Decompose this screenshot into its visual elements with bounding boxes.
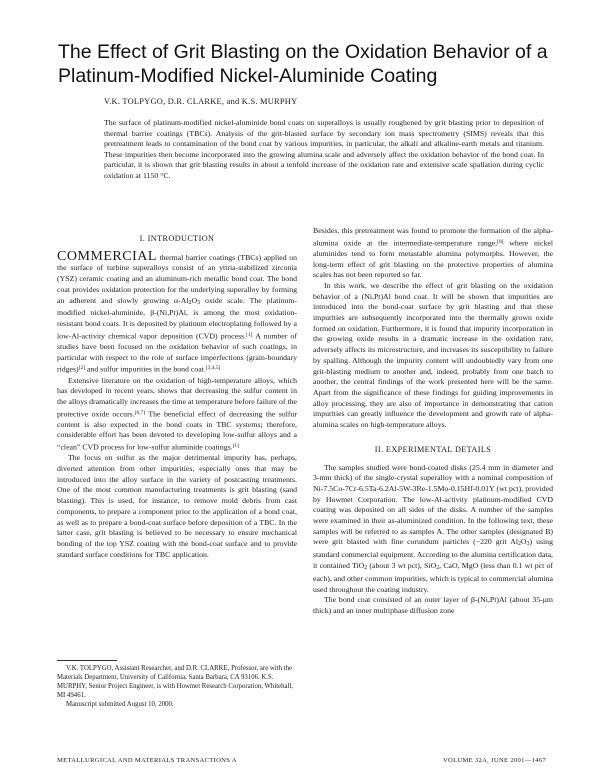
footnote-divider <box>57 660 117 661</box>
submission-date: Manuscript submitted August 10, 2000. <box>66 701 174 708</box>
right-column <box>313 226 553 732</box>
running-footer <box>57 757 546 769</box>
drop-cap-word: COMMERCIAL <box>57 248 157 264</box>
abstract: The surface of platinum-modified nickel-aluminide bond coats on superalloys is usually roughened by grit blasting prior to deposition of thermal barrier coatings (TBCs). Analysis of the grit-blasted surface by secondary ion mass spectrometry (SIMS) reveals that this pretreatment leads to contamination of the bond coat by various impurities, in particular, the alkali and alkaline-earth metals and titanium. These impurities then become incorporated into the growing alumina scale and adversely affect the oxidation behavior of the bond coat. In particular, it is shown that grit blasting results in about a tenfold increase of the oxidation rate and extensive scale spallation during cyclic oxidation at 1150 °C. <box>104 118 544 180</box>
volume-page: VOLUME 32A, JUNE 2001—1467 <box>442 757 546 764</box>
paper-title: The Effect of Grit Blasting on the Oxidation Behavior of a Platinum-Modified Nickel-Aluminide Coating <box>58 41 548 87</box>
citation-ref: [1] <box>232 443 239 450</box>
experimental-paragraph-2: The bond coat consisted of an outer layer of β-(Ni,Pt)Al (about 35-μm thick) and an inner multiphase diffusion zone <box>313 595 553 615</box>
experimental-paragraph-1: The samples studied were bond-coated disks (25.4 mm in diameter and 3-mm thick) of the single-crystal superalloy with a nominal composition of Ni-7.5Co-7Cr-6.5Ta-6.2Al-5W-3Re-1.5Mo-0.15Hf-0.01Y (wt pct), provided by Howmet Corporation. The low-Al-activity platinum-modified CVD coating was deposited on all sides of the disks. A number of the samples were examined in their as-aluminized condition. In the following text, these samples will be referred to as samples A. The other samples (designated B) were grit blasted with fine corundum particles (−220 grit $Al_2O_3$) using standard commercial equipment. According to the alumina certification data, it contained TiO$_2$ (about 3 wt pct), SiO$_2$, CaO, MgO (less than 0.1 wt pct of each), and other common impurities, which is typical to commercial alumina used throughout the coating industry. <box>313 462 553 594</box>
intro-paragraph-3: The focus on sulfur as the major detrimental impurity has, perhaps, diverted attention from other impurities, especially ones that may be introduced into the alloy surface in the variety of postcasting treatments. One of the most common manufacturing treatments is grit blasting (sand blasting). This is used, for instance, to remove mold debris from cast components, to prepare a component prior to the application of a bond coat, as well as to prepare a bond-coat surface before deposition of a TBC. In the latter case, grit blasting is believed to be necessary to ensure mechanical bonding of the top YSZ coating with the bond-coat surface and to provide standard surface conditions for TBC application. <box>57 453 297 559</box>
intro-paragraph-2: Extensive literature on the oxidation of high-temperature alloys, which has developed in recent years, shows that decreasing the sulfur content in the alloys dramatically increases the time at temperature before failure of the protective oxide occurs.[6,7] The beneficial effect of decreasing the sulfur content is also expected in the bond coats in TBC systems; therefore, considerable effort has been devoted to developing low-sulfur alloys and a “clean” CVD process for low-sulfur aluminide coatings.[1] <box>57 375 297 452</box>
section-heading-introduction: I. INTRODUCTION <box>139 234 215 243</box>
intro-paragraph-5: In this work, we describe the effect of grit blasting on the oxidation behavior of a (Ni,Pt)Al bond coat. It will be shown that impurities are introduced into the bond-coat surface by grit blasting and that these impurities are subsequently incorporated into the thermally grown oxide formed on oxidation. Furthermore, it is found that impurity incorporation in the growing oxide results in a dramatic increase in the oxidation rate, adversely affects its microstructure, and increases its susceptibility to failure by spalling. Although the impurity content will undoubtedly vary from one grit-blasting medium to another and, indeed, probably from one batch to another, the central findings of the work presented here will be the same. Apart from the significance of these findings for guiding improvements in alloy processing, they are also of importance in demonstrating that cation impurities can greatly influence the development and growth rate of alpha-alumina scales on high-temperature alloys. <box>313 280 553 430</box>
section-heading-experimental: II. EXPERIMENTAL DETAILS <box>374 444 492 454</box>
intro-paragraph-4: Besides, this pretreatment was found to promote the formation of the alpha-alumina oxide at the intermediate-temperature range,[8] where nickel aluminides tend to form metastable alumina polymorphs. However, the long-term effect of grit blasting on the protective properties of alumina scales has not been reported so far. <box>313 226 553 280</box>
citation-ref: [6,7] <box>134 409 146 416</box>
footnote <box>57 664 297 709</box>
citation-ref: [3,4,5] <box>205 365 221 372</box>
citation-ref: [2] <box>78 365 86 372</box>
citation-ref: [1] <box>246 331 253 338</box>
author-affiliations: V.K. TOLPYGO, Assistant Researcher, and D.R. CLARKE, Professor, are with the Materials Department, University of California, Santa Barbara, CA 93106. K.S. MURPHY, Senior Project Engineer, is with Howmet Research Corporation, Whitehall, MI 49461. <box>57 665 294 699</box>
author-list: V.K. TOLPYGO, D.R. CLARKE, and K.S. MURPHY <box>104 97 298 106</box>
left-column <box>57 226 297 732</box>
citation-ref: [8] <box>497 238 504 245</box>
journal-name: METALLURGICAL AND MATERIALS TRANSACTIONS A <box>57 757 237 764</box>
intro-paragraph-1: COMMERCIAL thermal barrier coatings (TBCs) applied on the surface of turbine superalloys consist of an yttria-stabilized zirconia (YSZ) ceramic coating and an aluminum-rich metallic bond coat. The bond coat provides oxidation protection for the underlying superalloy by forming an adherent and slowly growing $\alpha-Al_2O_3$ oxide scale. The platinum-modified nickel-aluminide, β-(Ni,Pt)Al, is among the most oxidation-resistant bond coats. It is deposited by platinum electroplating followed by a low-Al-activity chemical vapor deposition (CVD) process.[1] A number of studies have been focused on the oxidation behavior of such coatings, in particular with respect to the role of surface imperfections (grain-boundary ridges)[2] and sulfur impurities in the bond coat.[3,4,5] <box>57 248 297 374</box>
